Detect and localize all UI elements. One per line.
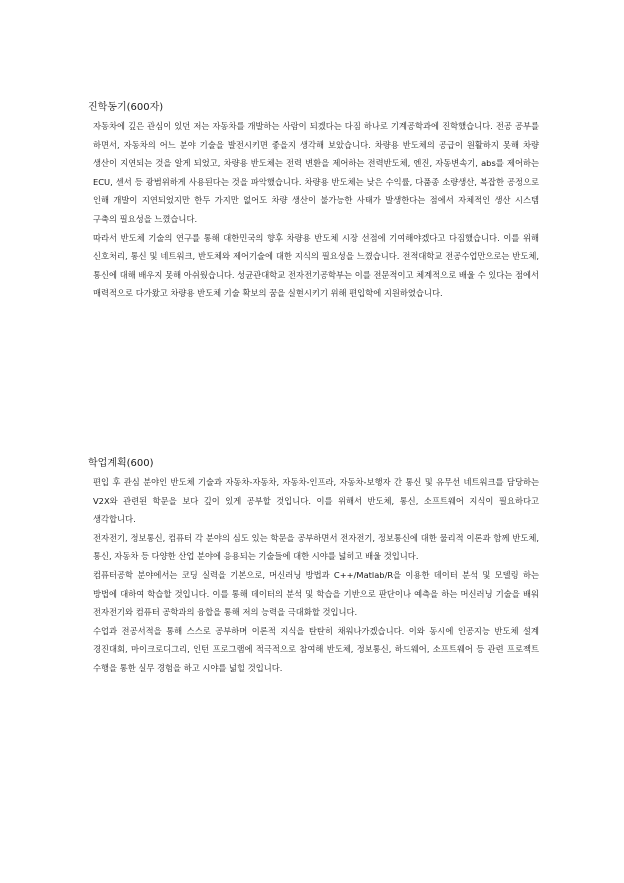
study-plan-heading: 학업계획(600) xyxy=(88,458,154,469)
study-plan-paragraph-3: 컴퓨터공학 분야에서는 코딩 실력을 기본으로, 머신러닝 방법과 C++/Matlab/R을 이용한 데이터 분석 및 모델링 하는 방법에 대하여 학습할 것입니다. 이를 통해 데이터의 분석 및 학습을 기반으로 판단이나 예측을 하는 머신러닝 기술을 배워 전자전기와 컴퓨터 공학과의 융합을 통해 저의 능력을 극대화할 것입니다. xyxy=(93,569,539,618)
motivation-paragraph-1: 자동차에 깊은 관심이 있던 저는 자동차를 개발하는 사람이 되겠다는 다짐 하나로 기계공학과에 진학했습니다. 전공 공부를 하면서, 자동차의 어느 분야 기술을 발전시키면 좋을지 생각해 보았습니다. 차량용 반도체의 공급이 원활하지 못해 차량 생산이 지연되는 것을 알게 되었고, 차량용 반도체는 전력 변환을 제어하는 전력반도체, 엔진, 자동변속기, abs를 제어하는 ECU, 센서 등 광범위하게 사용된다는 것을 파악했습니다. 차량용 반도체는 낮은 수익률, 다품종 소량생산, 복잡한 공정으로 인해 개발이 지연되었지만 한두 가지만 없어도 차량 생산이 불가능한 사태가 발생한다는 점에서 자체적인 생산 시스템 구축의 필요성을 느꼈습니다. xyxy=(93,121,539,224)
motivation-section xyxy=(88,99,539,303)
study-plan-section xyxy=(88,455,539,678)
motivation-heading: 진학동기(600자) xyxy=(88,102,164,113)
study-plan-paragraph-2: 전자전기, 정보통신, 컴퓨터 각 분야의 심도 있는 학문을 공부하면서 전자전기, 정보통신에 대한 물리적 이론과 함께 반도체, 통신, 자동차 등 다양한 산업 분야에 응용되는 기술들에 대한 시야를 넓히고 배울 것입니다. xyxy=(93,532,539,562)
study-plan-paragraph-4: 수업과 전공서적을 통해 스스로 공부하며 이론적 지식을 탄탄히 채워나가겠습니다. 이와 동시에 인공지능 반도체 설계 경진대회, 마이크로디그리, 인턴 프로그램에 적극적으로 참여해 반도체, 정보통신, 하드웨어, 소프트웨어 등 관련 프로젝트 수행을 통한 실무 경험을 하고 시야를 넓힐 것입니다. xyxy=(93,625,539,673)
study-plan-paragraph-1: 편입 후 관심 분야인 반도체 기술과 자동차-자동차, 자동차-인프라, 자동차-보행자 간 통신 및 유무선 네트워크를 담당하는 V2X와 관련된 학문을 보다 깊이 있게 공부할 것입니다. 이를 위해서 반도체, 통신, 소프트웨어 지식이 필요하다고 생각합니다. xyxy=(93,477,539,525)
motivation-paragraph-2: 따라서 반도체 기술의 연구를 통해 대한민국의 향후 차량용 반도체 시장 선점에 기여해야겠다고 다짐했습니다. 이를 위해 신호처리, 통신 및 네트워크, 반도체와 제어기술에 대한 지식의 필요성을 느꼈습니다. 전적대학교 전공수업만으로는 반도체, 통신에 대해 배우지 못해 아쉬웠습니다. 성균관대학교 전자전기공학부는 이를 전문적이고 체계적으로 배울 수 있다는 점에서 매력적으로 다가왔고 차량용 반도체 기술 확보의 꿈을 실현시키기 위해 편입학에 지원하였습니다. xyxy=(93,232,539,299)
